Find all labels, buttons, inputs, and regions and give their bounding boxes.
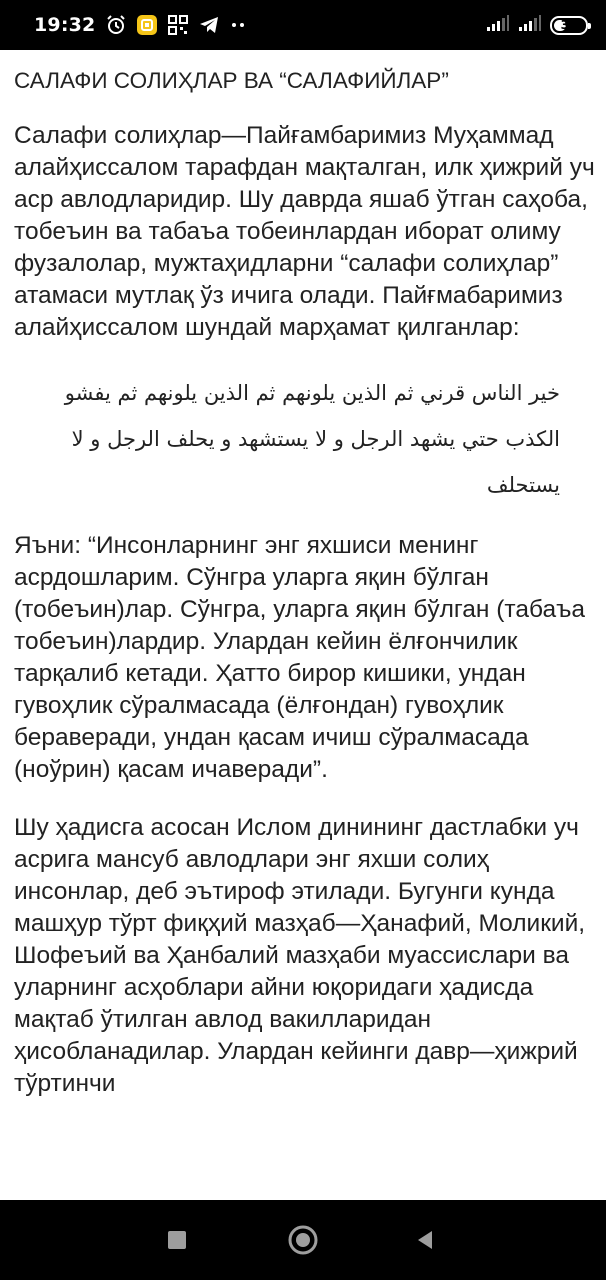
article-paragraph: Салафи солиҳлар—Пайғамбаримиз Муҳаммад алайҳиссалом тарафдан мақталган, илк ҳижрий уч аср авлодларидир. Шу даврда яшаб ўтган саҳоба, тобеъин ва табаъа тобеинлардан иборат олиму фузалолар, мужтаҳидларни “салафи солиҳлар” атамаси мутлақ ўз ичига олади. Пайғмабаримиз алайҳиссалом шундай марҳамат қилганлар: [14, 122, 595, 341]
more-dots-icon [229, 14, 247, 36]
navigation-bar [0, 1200, 606, 1280]
article-title: САЛАФИ СОЛИҲЛАР ВА “САЛАФИЙЛАР” [14, 68, 449, 93]
article-paragraph: Яъни: “Инсонларнинг энг яхшиси менинг асрдошларим. Сўнгра уларга яқин бўлган (тобеъин)лар. Сўнгра, уларга яқин бўлган (табаъа тобеъин)лардир. Улардан кейин ёлғончилик тарқалиб кетади. Ҳатто бирор кишики, ундан гувоҳлик сўралмасада (ёлғондан) гувоҳлик бераверади, ундан қасам ичиш сўралмасада (ноўрин) қасам ичаверади”. [14, 532, 586, 783]
status-bar [0, 0, 606, 50]
circle-icon [287, 1224, 319, 1256]
status-system-icons [486, 14, 588, 37]
cellular-signal-icon [486, 14, 510, 37]
square-icon [166, 1229, 188, 1251]
alarm-icon [105, 14, 127, 36]
qr-code-icon [167, 14, 189, 36]
cellular-signal-icon [518, 14, 542, 37]
battery-level: 38 [560, 18, 578, 32]
article-paragraph: Шу ҳадисга асосан Ислом динининг дастлабки уч асрига мансуб авлодлари энг яхши солиҳ инсонлар, деб эътироф этилади. Бугунги кунда машҳур тўрт фиқҳий мазҳаб—Ҳанафий, Моликий, Шофеъий ва Ҳанбалий мазҳаби муассислари ва уларнинг асҳоблари айни юқоридаги ҳадисда мақтаб ўтилган авлод вакилларидан ҳисобланадилар. Улардан кейинги давр—ҳижрий тўртинчи [14, 814, 586, 1097]
article-content[interactable] [0, 50, 606, 1200]
home-button[interactable] [283, 1220, 323, 1260]
notification-app-icon [136, 14, 158, 36]
recent-apps-button[interactable] [157, 1220, 197, 1260]
battery-icon [550, 16, 588, 35]
triangle-back-icon [413, 1228, 437, 1252]
telegram-icon [198, 14, 220, 36]
status-time: 19:32 [34, 14, 96, 36]
back-button[interactable] [405, 1220, 445, 1260]
arabic-hadith-quote: خير الناس قرني ثم الذين يلونهم ثم الذين يلونهم ثم يفشو الكذب حتي يشهد الرجل و لا يستشهد و يحلف الرجل و لا يستحلف [64, 381, 560, 497]
status-notification-icons [105, 14, 247, 36]
